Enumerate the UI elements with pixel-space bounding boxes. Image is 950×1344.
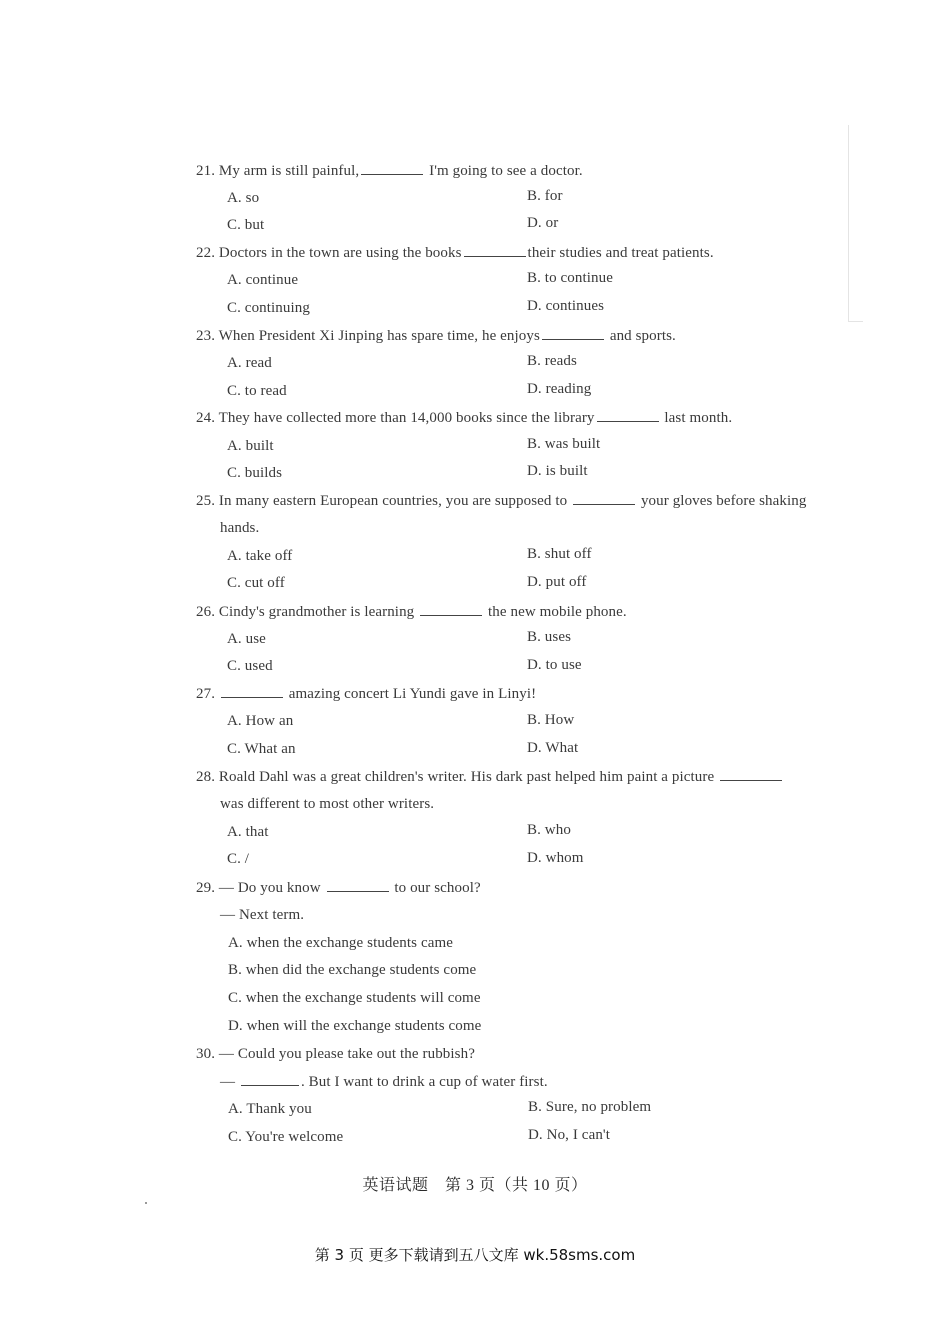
question-26-option-b[interactable]: B. uses: [527, 629, 572, 645]
question-21-option-c[interactable]: C. but: [227, 217, 265, 233]
question-30-option-b[interactable]: B. Sure, no problem: [528, 1099, 652, 1115]
question-22-option-c[interactable]: C. continuing: [227, 300, 310, 316]
question-27-option-d[interactable]: D. What: [527, 740, 579, 756]
question-23-option-a[interactable]: A. read: [227, 355, 272, 371]
question-25-option-c[interactable]: C. cut off: [227, 575, 285, 591]
question-26-stem: 26. Cindy's grandmother is learning the new mobile phone.: [196, 601, 627, 622]
question-29-option-a[interactable]: A. when the exchange students came: [228, 935, 453, 951]
question-23-stem: 23. When President Xi Jinping has spare time, he enjoys and sports.: [196, 325, 676, 346]
question-21-stem: 21. My arm is still painful, I'm going to see a doctor.: [196, 160, 583, 181]
question-24-stem: 24. They have collected more than 14,000 books since the library last month.: [196, 407, 732, 428]
question-22-stem: 22. Doctors in the town are using the books their studies and treat patients.: [196, 242, 714, 263]
question-28-stem-continued: was different to most other writers.: [220, 796, 435, 812]
question-25-option-b[interactable]: B. shut off: [527, 546, 592, 562]
question-23-option-c[interactable]: C. to read: [227, 383, 287, 399]
question-29-option-b[interactable]: B. when did the exchange students come: [228, 962, 477, 978]
question-30-option-a[interactable]: A. Thank you: [228, 1101, 312, 1117]
question-27-option-a[interactable]: A. How an: [227, 713, 294, 729]
question-27-option-b[interactable]: B. How: [527, 712, 575, 728]
question-22-option-b[interactable]: B. to continue: [527, 270, 613, 286]
question-29-option-c[interactable]: C. when the exchange students will come: [228, 990, 481, 1006]
question-28-stem: 28. Roald Dahl was a great children's writer. His dark past helped him paint a picture: [196, 766, 784, 787]
question-28-option-b[interactable]: B. who: [527, 822, 571, 838]
question-30-reply: — . But I want to drink a cup of water first.: [220, 1071, 548, 1092]
download-watermark: 第 3 页 更多下载请到五八文库 wk.58sms.com: [314, 1246, 636, 1264]
question-25-option-a[interactable]: A. take off: [227, 548, 293, 564]
question-25-stem: 25. In many eastern European countries, you are supposed to your gloves before shaking: [196, 490, 806, 511]
question-28-option-c[interactable]: C. /: [227, 851, 250, 867]
question-28-option-d[interactable]: D. whom: [527, 850, 584, 866]
question-25-stem-continued: hands.: [220, 520, 260, 536]
scan-speck: [145, 1202, 147, 1204]
question-21-option-b[interactable]: B. for: [527, 188, 563, 204]
question-22-option-a[interactable]: A. continue: [227, 272, 299, 288]
question-30-option-c[interactable]: C. You're welcome: [228, 1129, 344, 1145]
question-25-option-d[interactable]: D. put off: [527, 574, 587, 590]
question-26-option-d[interactable]: D. to use: [527, 657, 582, 673]
question-27-stem: 27. amazing concert Li Yundi gave in Linyi!: [196, 683, 536, 704]
question-23-option-d[interactable]: D. reading: [527, 381, 592, 397]
question-29-reply: — Next term.: [220, 907, 305, 923]
question-22-option-d[interactable]: D. continues: [527, 298, 605, 314]
question-30-option-d[interactable]: D. No, I can't: [528, 1127, 610, 1143]
page-footer: 英语试题 第 3 页（共 10 页）: [362, 1177, 588, 1194]
question-27-option-c[interactable]: C. What an: [227, 741, 296, 757]
question-29-option-d[interactable]: D. when will the exchange students come: [228, 1018, 482, 1034]
question-26-option-a[interactable]: A. use: [227, 631, 266, 647]
question-21-option-d[interactable]: D. or: [527, 215, 559, 231]
question-24-option-c[interactable]: C. builds: [227, 465, 283, 481]
question-21-option-a[interactable]: A. so: [227, 190, 260, 206]
question-24-option-a[interactable]: A. built: [227, 438, 274, 454]
question-30-stem: 30. — Could you please take out the rubbish?: [196, 1046, 475, 1062]
question-24-option-b[interactable]: B. was built: [527, 436, 601, 452]
question-23-option-b[interactable]: B. reads: [527, 353, 577, 369]
question-26-option-c[interactable]: C. used: [227, 658, 273, 674]
question-28-option-a[interactable]: A. that: [227, 824, 269, 840]
question-29-stem: 29. — Do you know to our school?: [196, 877, 481, 898]
question-24-option-d[interactable]: D. is built: [527, 463, 588, 479]
scan-artifact: [848, 125, 863, 322]
